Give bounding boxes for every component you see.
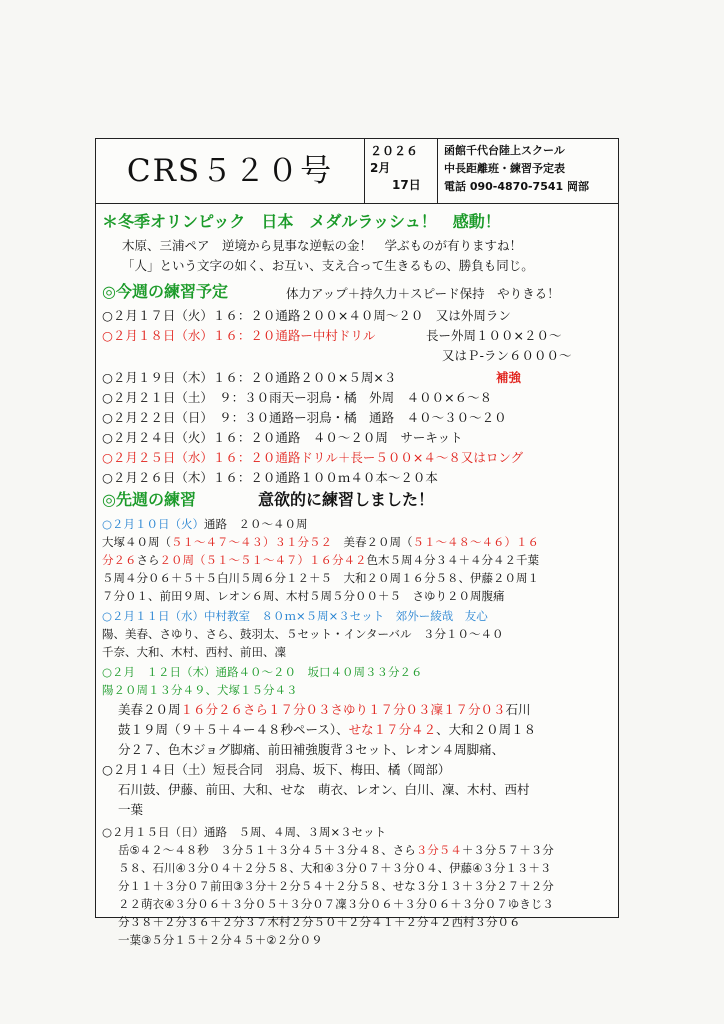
this-week-heading: ◎今週の練習予定 (102, 282, 228, 301)
schedule-item-note: 長ー外周１００×２０～ (426, 328, 562, 343)
schedule-item: ○２月２４日（火）１６：２０通路 ４０～２０周 サーキット (102, 430, 463, 445)
issue-month: 2月 (370, 161, 391, 175)
day-detail: 一葉③５分１５＋２分４５＋②２分０９ (118, 933, 323, 947)
day-detail: ５周４分０６＋５＋５白川５周６分１２＋５ 大和２０周１６分５８、伊藤２０周１ (102, 571, 539, 585)
schedule-item: ○２月２５日（水）１６：２０通路ドリル＋長ー５００×４～８又はロング (102, 450, 524, 465)
issue-day: 17日 (392, 178, 421, 192)
schedule-item: ○２月１９日（木）１６：２０通路２００×５周×３ (102, 370, 397, 385)
day-detail: 岳⑤４２～４８秒 ３分５１＋３分４５＋３分４８、さら３分５４＋３分５７＋３分 (118, 843, 554, 857)
day-detail: 大塚４０周（５１～４７～４３）３１分５２ 美春２０周（５１～４８～４６）１６ (102, 535, 539, 549)
last-week-comment: 意欲的に練習しました！ (258, 490, 435, 509)
day-detail: 美春２０周１６分２６さら１７分０３さゆり１７分０３凜１７分０３石川 (118, 702, 531, 717)
schedule-item-note: 補強 (496, 370, 522, 385)
this-week-motto: 体力アップ＋持久力＋スピード保持 やりきる！ (286, 286, 560, 301)
header-box (96, 139, 618, 204)
day-detail: ５８、石川④３分０４＋２分５８、大和④３分０７＋３分０４、伊藤④３分１３＋３ (118, 861, 552, 875)
day-detail: 分１１＋３分０７前田③３分＋２分５４＋２分５８、せな３分１３＋３分２７＋２分 (118, 879, 554, 893)
schedule-item: ○２月２６日（木）１６：２０通路１００ｍ４０本～２０本 (102, 470, 438, 485)
schedule-item-note: 又はＰ-ラン６０００～ (442, 348, 572, 363)
schedule-item: ○２月２１日（土） ９：３０雨天ー羽鳥・橘 外周 ４００×６～８ (102, 390, 493, 405)
intro-line-1: 木原、三浦ペア 逆境から見事な逆転の金！ 学ぶものが有りますね！ (122, 238, 523, 253)
schedule-item: ○２月１７日（火）１６：２０通路２００×４０周～２０ 又は外周ラン (102, 308, 511, 323)
issue-title: CRS５２０号 (96, 139, 365, 203)
schedule-sheet (95, 138, 619, 947)
issue-year: ２０２６ (370, 144, 419, 158)
organization-info (438, 139, 618, 203)
day-detail: 分２７、色木ジョグ脚痛、前田補強腹背３セット、レオン４周脚痛、 (118, 742, 505, 757)
day-entry-feb12: ○２月 １２日（木）通路４０～２０ 坂口４０周３３分２６ (102, 665, 423, 679)
org-division: 中長距離班・練習予定表 (444, 162, 565, 175)
day-detail: 陽、美春、さゆり、さら、鼓羽太、５セット・インターバル ３分１０～４０ (102, 627, 504, 641)
day-detail: 千奈、大和、木村、西村、前田、凜 (102, 645, 286, 659)
day-detail: 一葉 (118, 802, 144, 817)
schedule-item: ○２月１８日（水）１６：２０通路ー中村ドリル (102, 328, 376, 343)
day-detail: ２２萌衣④３分０６＋３分０５＋３分０７凜３分０６＋３分０６＋３分０７ゆきじ３ (118, 897, 554, 911)
day-detail: 石川鼓、伊藤、前田、大和、せな 萌衣、レオン、白川、凜、木村、西村 (118, 782, 530, 797)
issue-date (364, 139, 438, 203)
day-entry-feb11: ○２月１１日（水）中村教室 ８０ｍ×５周×３セット 郊外ー綾哉 友心 (102, 609, 488, 623)
org-name: 函館千代台陸上スクール (444, 144, 565, 157)
org-contact: 電話 090-4870-7541 岡部 (444, 180, 589, 193)
day-entry-feb14: ○２月１４日（土）短長合同 羽鳥、坂下、梅田、橘（岡部） (102, 762, 451, 777)
last-week-heading: ◎先週の練習 (102, 490, 196, 509)
intro-line-2: 「人」という文字の如く、お互い、支え合って生きるもの、勝負も同じ。 (122, 258, 534, 273)
schedule-item: ○２月２２日（日） ９：３０通路ー羽鳥・橘 通路 ４０～３０～２０ (102, 410, 507, 425)
day-detail: 陽２０周１３分４９、犬塚１５分４３ (102, 683, 298, 697)
day-detail: ７分０１、前田９周、レオン６周、木村５周５分００＋５ さゆり２０周腹痛 (102, 589, 505, 603)
olympic-headline: ＊冬季オリンピック 日本 メダルラッシュ！ 感動！ (102, 212, 501, 231)
day-entry-feb15: ○２月１５日（日）通路 ５周、４周、３周×３セット (102, 825, 387, 839)
day-detail: 分３８＋２分３６＋２分３７木村２分５０＋２分４１＋２分４２西村３分０６ (118, 915, 521, 929)
day-entry-feb10: ○２月１０日（火）通路 ２０～４０周 (102, 517, 308, 531)
day-detail: 分２６さら２０周（５１～５１～４７）１６分４２色木５周４分３４＋４分４２千葉 (102, 553, 539, 567)
day-detail: 鼓１９周（９＋５＋４ー４８秒ペース）、せな１７分４２、大和２０周１８ (118, 722, 537, 737)
